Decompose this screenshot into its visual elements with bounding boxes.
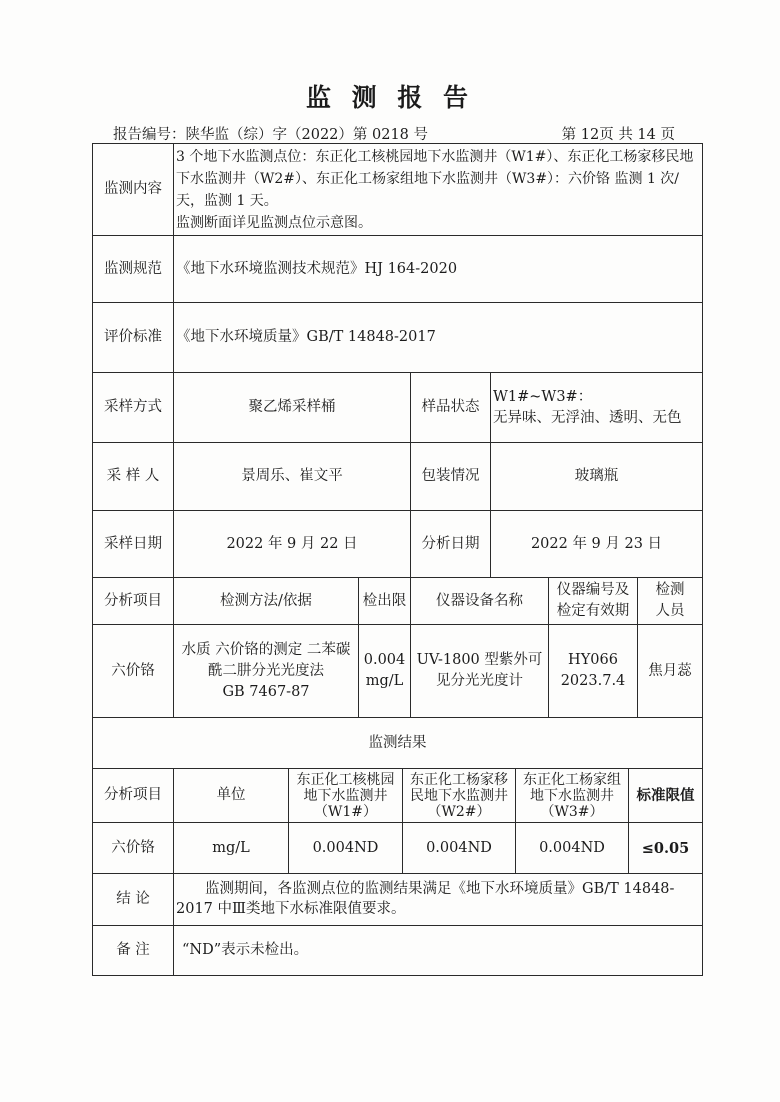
packaging-label: 包装情况 xyxy=(411,443,491,511)
results-row-w2: 0.004ND xyxy=(403,823,516,874)
report-title: 监 测 报 告 xyxy=(305,83,475,112)
analysis-row-instrument: UV-1800 型紫外可见分光光度计 xyxy=(411,625,549,718)
analysis-header-instrument-id: 仪器编号及检定有效期 xyxy=(556,582,630,619)
monitoring-content-label: 监测内容 xyxy=(93,144,174,236)
conclusion-text: 监测期间，各监测点位的监测结果满足《地下水环境质量》GB/T 14848-2017 中Ⅲ类地下水标准限值要求。 xyxy=(174,874,703,926)
results-header-w2: 东正化工杨家移民地下水监测井（W2#） xyxy=(403,769,516,823)
report-table xyxy=(92,143,703,976)
results-header-limit: 标准限值 xyxy=(629,769,703,823)
analysis-date-label: 分析日期 xyxy=(411,511,491,578)
conclusion-label: 结 论 xyxy=(93,874,174,926)
remarks-label: 备 注 xyxy=(93,926,174,976)
analysis-row-limit-cell xyxy=(359,625,411,718)
results-header-w1: 东正化工核桃园地下水监测井（W1#） xyxy=(289,769,403,823)
monitoring-content-text: 3 个地下水监测点位：东正化工核桃园地下水监测井（W1#）、东正化工杨家移民地下水监测井（W2#）、东正化工杨家组地下水监测井（W3#）：六价铬 监测 1 次/天，监测 1 天。 xyxy=(176,149,694,209)
monitoring-standard-label: 监测规范 xyxy=(93,236,174,303)
analysis-header-limit: 检出限 xyxy=(359,578,411,625)
analysis-header-instrument-id-cell xyxy=(549,578,638,625)
monitoring-content-cell xyxy=(174,144,703,236)
analysis-header-analyst: 检测人员 xyxy=(655,582,685,619)
results-row-w1: 0.004ND xyxy=(289,823,403,874)
analysis-row-limit-unit: mg/L xyxy=(365,673,404,689)
monitoring-content-note: 监测断面详见监测点位示意图。 xyxy=(176,215,372,231)
results-row-item: 六价铬 xyxy=(93,823,174,874)
monitoring-standard-value: 《地下水环境监测技术规范》HJ 164-2020 xyxy=(174,236,703,303)
sample-state-cell xyxy=(491,373,703,443)
sampling-date-value: 2022 年 9 月 22 日 xyxy=(174,511,411,578)
analysis-row-analyst: 焦月蕊 xyxy=(638,625,703,718)
analysis-row-item: 六价铬 xyxy=(93,625,174,718)
sample-state-value: 无异味、无浮油、透明、无色 xyxy=(493,409,682,426)
analysis-row-method: 水质 六价铬的测定 二苯碳酰二肼分光光度法 xyxy=(181,641,351,679)
results-header-w3: 东正化工杨家组地下水监测井（W3#） xyxy=(516,769,629,823)
analysis-row-instrument-id: HY066 xyxy=(568,652,618,668)
remarks-text: “ND”表示未检出。 xyxy=(174,926,703,976)
report-number: 报告编号：陕华监（综）字（2022）第 0218 号 xyxy=(113,127,429,143)
page-number: 第 12页 共 14 页 xyxy=(561,127,675,143)
sampler-value: 景周乐、崔文平 xyxy=(174,443,411,511)
analysis-header-item: 分析项目 xyxy=(93,578,174,625)
sampler-label: 采 样 人 xyxy=(93,443,174,511)
results-title: 监测结果 xyxy=(93,718,703,769)
sample-state-label: 样品状态 xyxy=(411,373,491,443)
analysis-header-instrument: 仪器设备名称 xyxy=(411,578,549,625)
analysis-header-analyst-cell xyxy=(638,578,703,625)
analysis-row-method-cell xyxy=(174,625,359,718)
results-row-w3: 0.004ND xyxy=(516,823,629,874)
results-header-unit: 单位 xyxy=(174,769,289,823)
evaluation-standard-value: 《地下水环境质量》GB/T 14848-2017 xyxy=(174,303,703,373)
packaging-value: 玻璃瓶 xyxy=(491,443,703,511)
sample-state-points: W1#~W3#： xyxy=(493,388,593,405)
evaluation-standard-label: 评价标准 xyxy=(93,303,174,373)
analysis-date-value: 2022 年 9 月 23 日 xyxy=(491,511,703,578)
sampling-date-label: 采样日期 xyxy=(93,511,174,578)
sampling-method-value: 聚乙烯采样桶 xyxy=(174,373,411,443)
analysis-row-standard: GB 7467-87 xyxy=(222,683,310,700)
analysis-row-instrument-id-cell xyxy=(549,625,638,718)
results-row-limit: ≤0.05 xyxy=(629,823,703,874)
results-row-unit: mg/L xyxy=(174,823,289,874)
sampling-method-label: 采样方式 xyxy=(93,373,174,443)
analysis-row-valid-until: 2023.7.4 xyxy=(560,673,626,689)
analysis-row-limit-value: 0.004 xyxy=(363,652,406,668)
results-header-item: 分析项目 xyxy=(93,769,174,823)
analysis-header-method: 检测方法/依据 xyxy=(174,578,359,625)
